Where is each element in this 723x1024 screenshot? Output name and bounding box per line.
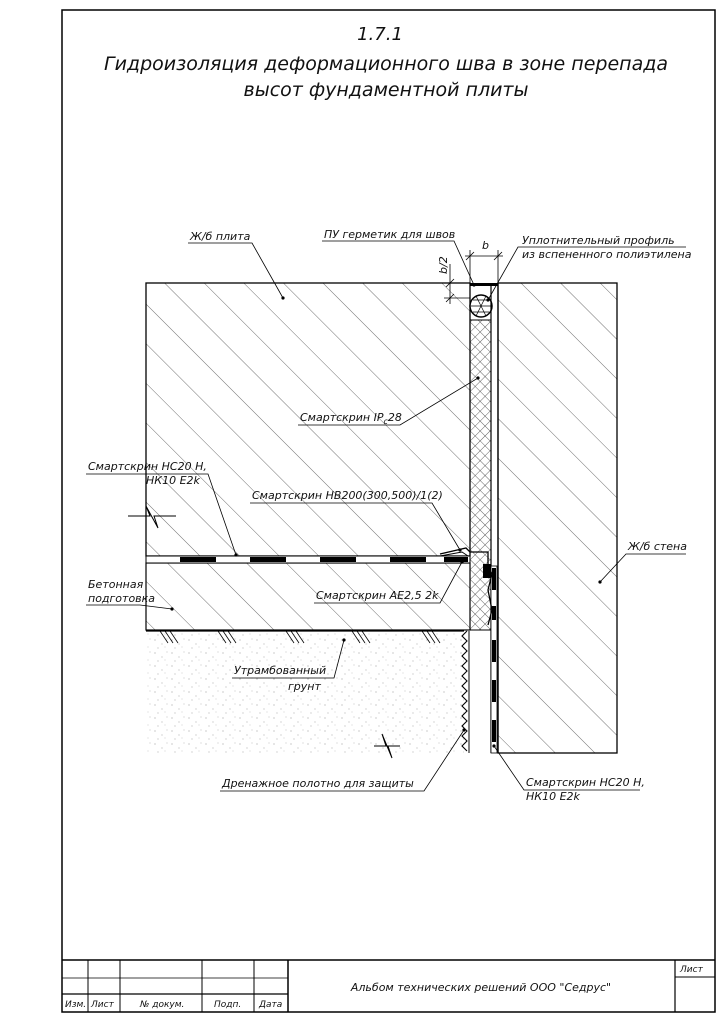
tb-doc: № докум. xyxy=(140,1000,185,1010)
label-ae25: Смартскрин АЕ2,5 2k xyxy=(316,589,439,602)
drawing-number: 1.7.1 xyxy=(357,24,403,45)
dim-b-half: b/2 xyxy=(437,256,450,274)
label-sealant: ПУ герметик для швов xyxy=(324,228,456,241)
label-hb200: Смартскрин НВ200(300,500)/1(2) xyxy=(252,489,443,502)
membrane-under-slab xyxy=(146,556,470,563)
label-ip28: Смартскрин $IP_c28$ xyxy=(300,411,402,426)
tb-list: Лист xyxy=(91,1000,114,1010)
label-soil-2: грунт xyxy=(288,680,321,693)
dim-b: b xyxy=(482,239,489,252)
tb-sign: Подп. xyxy=(214,1000,242,1010)
label-profile-1: Уплотнительный профиль xyxy=(522,234,675,247)
tb-album: Альбом технических решений ООО "Седрус" xyxy=(350,981,612,994)
label-hc20-left-2: НК10 Е2k xyxy=(146,474,200,487)
concrete-wall xyxy=(498,283,617,753)
label-soil-1: Утрамбованный xyxy=(234,664,327,677)
tb-izm: Изм. xyxy=(65,1000,87,1010)
tb-sheet: Лист xyxy=(680,965,703,975)
label-slab: Ж/б плита xyxy=(190,230,251,243)
label-hc20-right-2: НК10 Е2k xyxy=(526,790,580,803)
label-profile-2: из вспененного полиэтилена xyxy=(522,248,692,261)
label-concrete-prep-1: Бетонная xyxy=(88,578,144,591)
joint-filler xyxy=(470,320,491,630)
membrane-on-wall xyxy=(491,566,497,753)
tb-date: Дата xyxy=(259,1000,283,1010)
label-hc20-left-1: Смартскрин НС20 Н, xyxy=(88,460,207,473)
label-drainage: Дренажное полотно для защиты xyxy=(222,777,414,790)
drawing-title-line1: Гидроизоляция деформационного шва в зоне перепада xyxy=(104,53,668,75)
label-hc20-right-1: Смартскрин НС20 Н, xyxy=(526,776,645,789)
label-wall: Ж/б стена xyxy=(628,540,687,553)
label-concrete-prep-2: подготовка xyxy=(88,592,156,605)
drawing-title-line2: высот фундаментной плиты xyxy=(243,79,529,101)
